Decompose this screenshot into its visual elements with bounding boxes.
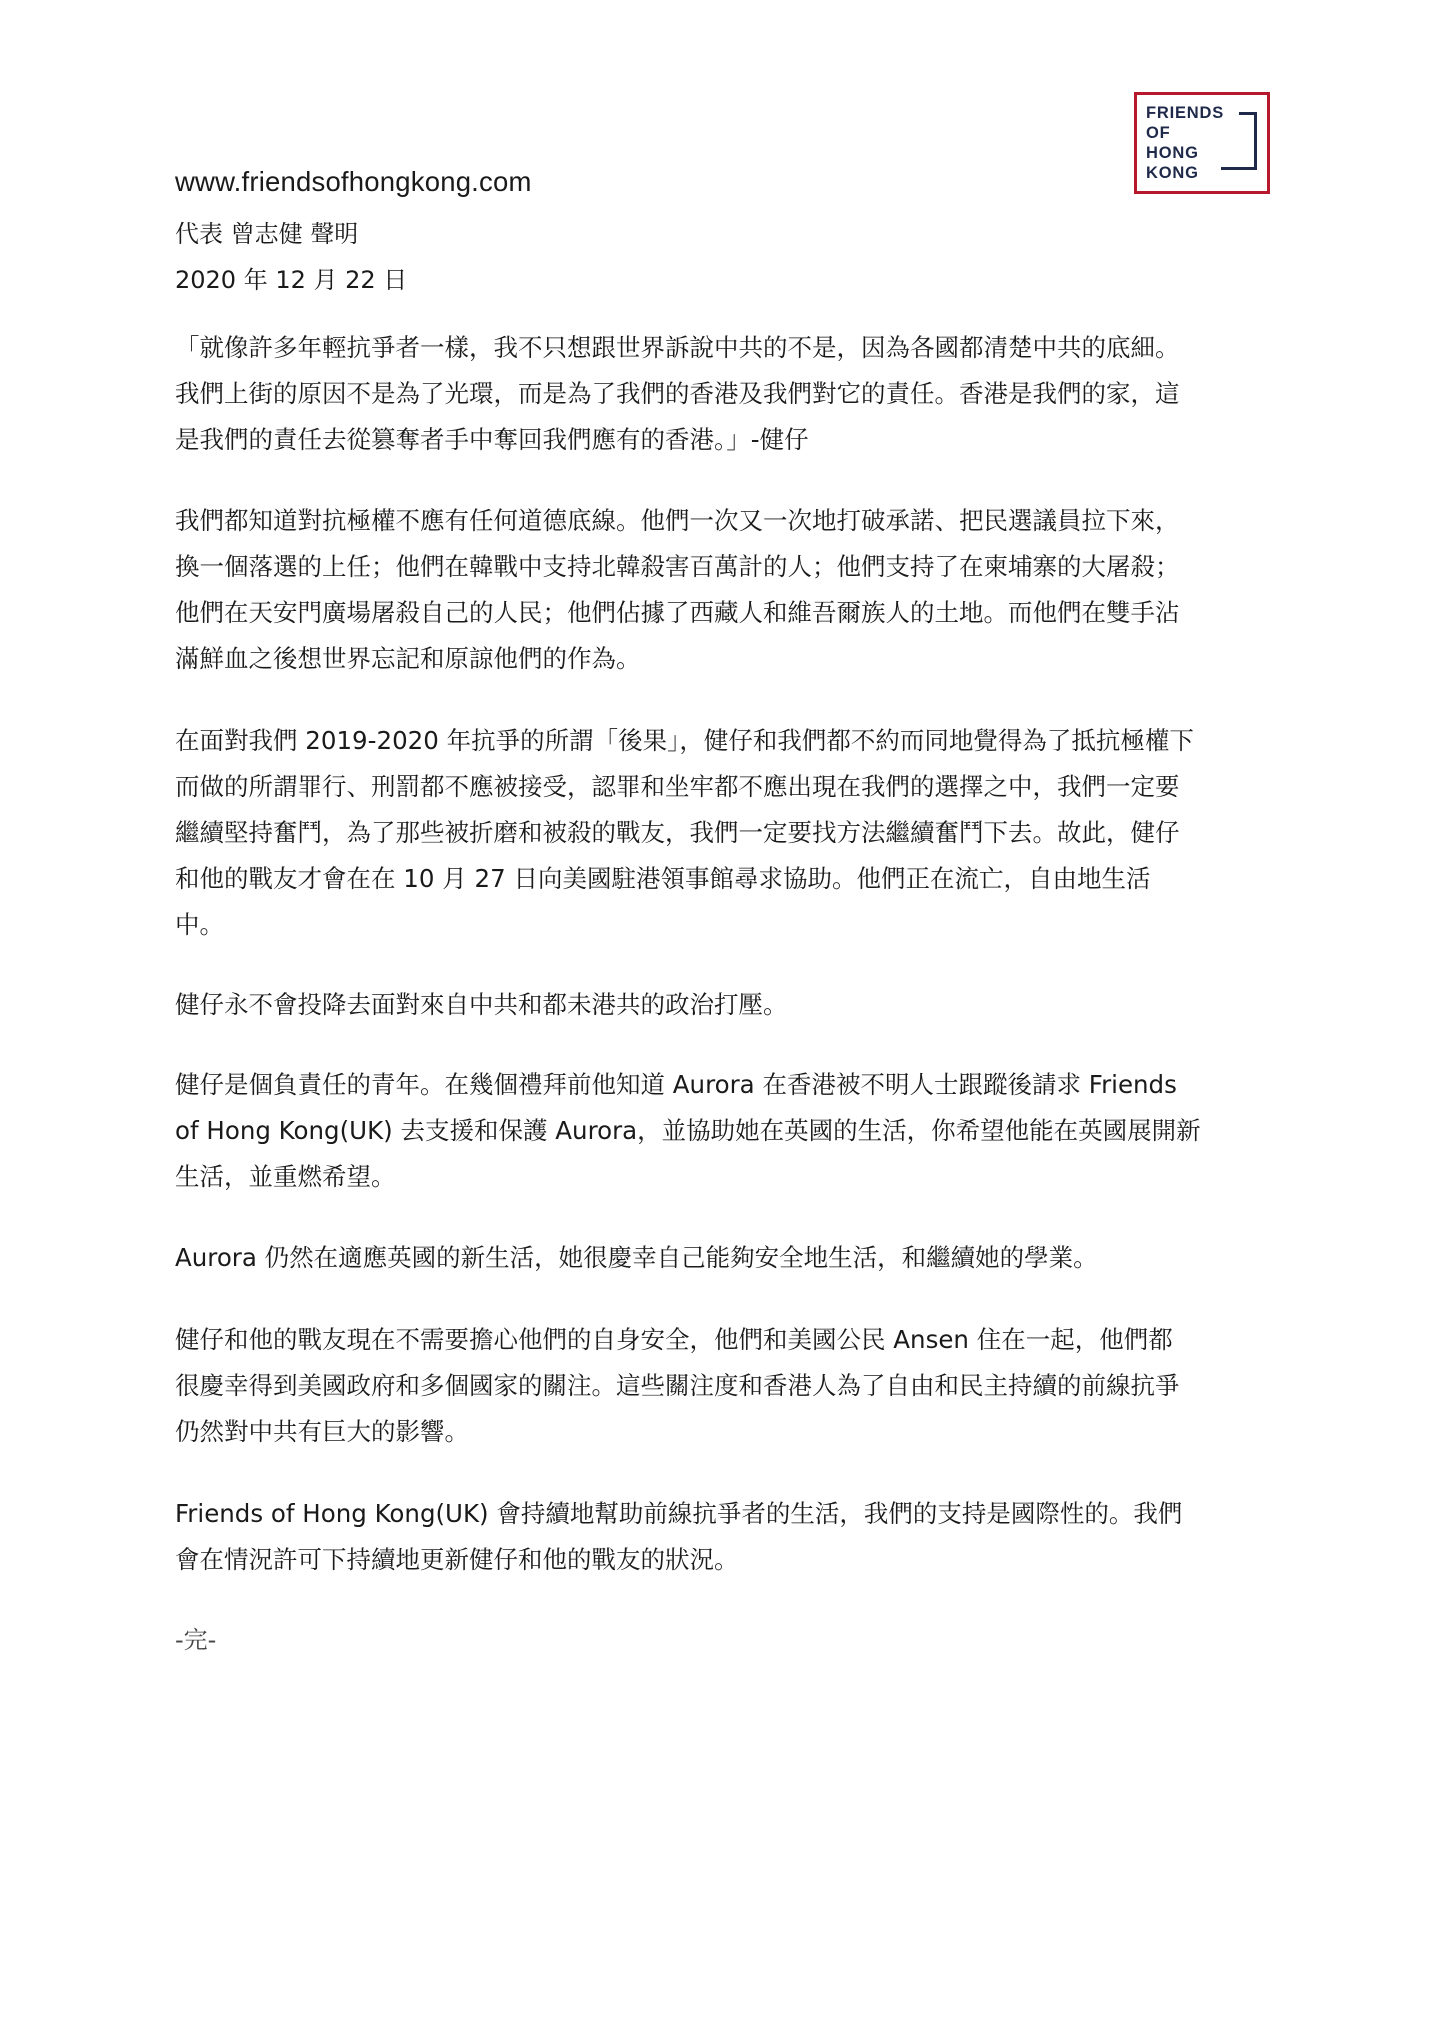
paragraph-line: 滿鮮血之後想世界忘記和原諒他們的作為。 [175, 644, 641, 673]
paragraph-line: 在面對我們 2019-2020 年抗爭的所謂「後果」，健仔和我們都不約而同地覺得為了抵抗極權下 [175, 726, 1194, 755]
friends-of-hong-kong-logo [1134, 92, 1270, 194]
representative-statement-line: 代表 曾志健 聲明 [175, 220, 359, 248]
paragraph-moral-line [175, 498, 1285, 682]
logo-line: KONG [1146, 164, 1199, 182]
logo-line: HONG [1146, 144, 1199, 162]
paragraph-line: 我們都知道對抗極權不應有任何道德底線。他們一次又一次地打破承諾、把民選議員拉下來， [175, 506, 1180, 535]
paragraph-consequences [175, 718, 1285, 948]
paragraph-line: 生活，並重燃希望。 [175, 1162, 396, 1191]
paragraph-line: 「就像許多年輕抗爭者一樣，我不只想跟世界訴說中共的不是，因為各國都清楚中共的底細。 [175, 333, 1180, 362]
paragraph-line: 換一個落選的上任；他們在韓戰中支持北韓殺害百萬計的人；他們支持了在柬埔寨的大屠殺； [175, 552, 1180, 581]
paragraph-quote [175, 325, 1285, 463]
paragraph-line: 健仔永不會投降去面對來自中共和都未港共的政治打壓。 [175, 990, 788, 1019]
paragraph-line: Aurora 仍然在適應英國的新生活，她很慶幸自己能夠安全地生活，和繼續她的學業。 [175, 1243, 1098, 1272]
statement-date: 2020 年 12 月 22 日 [175, 266, 408, 294]
logo-text [1146, 103, 1224, 183]
paragraph-line: of Hong Kong(UK) 去支援和保護 Aurora，並協助她在英國的生活，你希望他能在英國展開新 [175, 1116, 1201, 1145]
paragraph-safety [175, 1317, 1285, 1455]
paragraph-line: Friends of Hong Kong(UK) 會持續地幫助前線抗爭者的生活，我們的支持是國際性的。我們 [175, 1499, 1183, 1528]
paragraph-line: 繼續堅持奮鬥，為了那些被折磨和被殺的戰友，我們一定要找方法繼續奮鬥下去。故此，健仔 [175, 818, 1180, 847]
paragraph-aurora-new-life [175, 1235, 1285, 1281]
logo-line: FRIENDS [1146, 104, 1225, 122]
paragraph-line: 中。 [175, 910, 224, 939]
paragraph-line: 是我們的責任去從篡奪者手中奪回我們應有的香港。」-健仔 [175, 425, 809, 454]
paragraph-never-surrender [175, 982, 1285, 1028]
paragraph-ongoing-support [175, 1491, 1285, 1583]
paragraph-line: 很慶幸得到美國政府和多個國家的關注。這些關注度和香港人為了自由和民主持續的前線抗爭 [175, 1371, 1180, 1400]
paragraph-line: 會在情況許可下持續地更新健仔和他的戰友的狀況。 [175, 1545, 739, 1574]
logo-bracket-vertical [1254, 112, 1257, 170]
website-url: www.friendsofhongkong.com [175, 166, 532, 197]
paragraph-line: 仍然對中共有巨大的影響。 [175, 1417, 469, 1446]
logo-bracket-bottom [1221, 167, 1257, 170]
paragraph-line: 他們在天安門廣場屠殺自己的人民；他們佔據了西藏人和維吾爾族人的土地。而他們在雙手沾 [175, 598, 1180, 627]
paragraph-line: 而做的所謂罪行、刑罰都不應被接受，認罪和坐牢都不應出現在我們的選擇之中，我們一定要 [175, 772, 1180, 801]
paragraph-line: 健仔和他的戰友現在不需要擔心他們的自身安全，他們和美國公民 Ansen 住在一起，他們都 [175, 1325, 1173, 1354]
paragraph-line: 和他的戰友才會在在 10 月 27 日向美國駐港領事館尋求協助。他們正在流亡，自由地生活 [175, 864, 1151, 893]
logo-line: OF [1146, 124, 1171, 142]
paragraph-aurora-support [175, 1062, 1285, 1200]
end-mark: -完- [175, 1626, 217, 1654]
paragraph-line: 健仔是個負責任的青年。在幾個禮拜前他知道 Aurora 在香港被不明人士跟蹤後請求 Friends [175, 1070, 1177, 1099]
paragraph-line: 我們上街的原因不是為了光環，而是為了我們的香港及我們對它的責任。香港是我們的家，這 [175, 379, 1180, 408]
